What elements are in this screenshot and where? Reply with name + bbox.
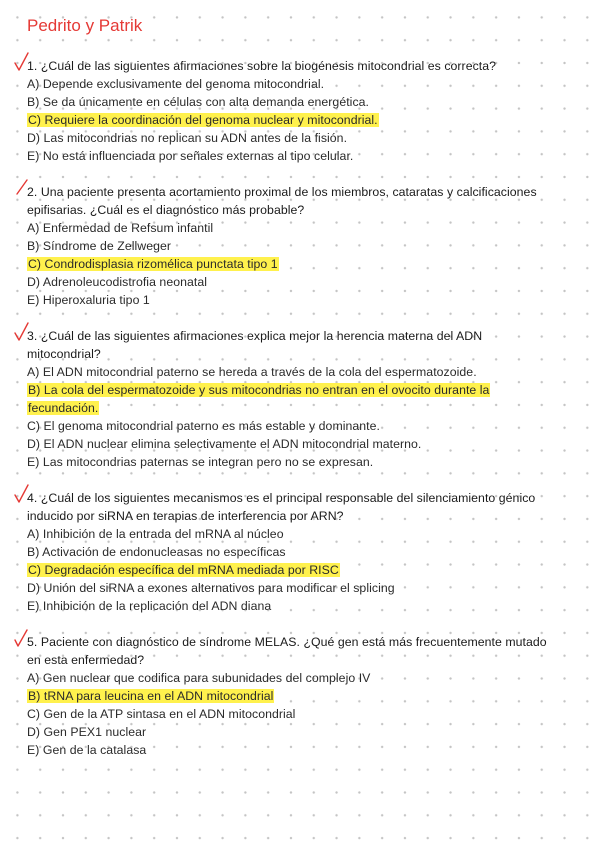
option-a[interactable]: A) Enfermedad de Refsum infantil [27, 221, 214, 235]
checkmark-icon [14, 627, 30, 649]
option-b-highlighted[interactable] [27, 687, 552, 705]
option-a[interactable]: A) Depende exclusivamente del genoma mitocondrial. [27, 77, 325, 91]
option-c-highlighted[interactable] [27, 111, 552, 129]
option-d[interactable]: D) Unión del siRNA a exones alternativos para modificar el splicing [27, 581, 395, 595]
option-b-highlighted[interactable] [27, 381, 552, 417]
question-2 [27, 183, 552, 309]
checkmark-icon [14, 177, 30, 199]
question-stem: 2. Una paciente presenta acortamiento proximal de los miembros, cataratas y calcificaciones epifisarias. ¿Cuál es el diagnóstico más probable? [27, 185, 537, 217]
option-e[interactable]: E) Las mitocondrias paternas se integran pero no se expresan. [27, 455, 374, 469]
highlight-mark: C) Degradación específica del mRNA mediada por RISC [28, 563, 339, 577]
question-stem: 4. ¿Cuál de los siguientes mecanismos es el principal responsable del silenciamiento génico inducido por siRNA en terapias de interferencia por ARN? [27, 491, 536, 523]
option-b[interactable]: B) Se da únicamente en células con alta demanda energética. [27, 95, 370, 109]
option-e[interactable]: E) Gen de la catalasa [27, 743, 147, 757]
checkmark-icon [14, 483, 30, 505]
option-d[interactable]: D) Adrenoleucodistrofia neonatal [27, 275, 208, 289]
option-e[interactable]: E) Inhibición de la replicación del ADN diana [27, 599, 272, 613]
option-d[interactable]: D) El ADN nuclear elimina selectivamente el ADN mitocondrial materno. [27, 437, 422, 451]
option-b[interactable]: B) Activación de endonucleasas no específicas [27, 545, 286, 559]
option-c[interactable]: C) El genoma mitocondrial paterno es más estable y dominante. [27, 419, 381, 433]
question-3 [27, 327, 552, 471]
options-list [27, 75, 552, 165]
highlight-mark: C) Requiere la coordinación del genoma nuclear y mitocondrial. [28, 113, 378, 127]
option-c-highlighted[interactable] [27, 255, 552, 273]
question-4 [27, 489, 552, 615]
options-list [27, 363, 552, 471]
options-list [27, 525, 552, 615]
option-d[interactable]: D) Gen PEX1 nuclear [27, 725, 147, 739]
highlight-mark: B) La cola del espermatozoide y sus mitocondrias no entran en el ovocito durante la fecundación. [28, 383, 490, 415]
checkmark-icon [14, 51, 30, 73]
option-c[interactable]: C) Gen de la ATP sintasa en el ADN mitocondrial [27, 707, 296, 721]
highlight-mark: B) tRNA para leucina en el ADN mitocondrial [28, 689, 274, 703]
question-stem: 1. ¿Cuál de las siguientes afirmaciones sobre la biogénesis mitocondrial es correcta? [27, 59, 497, 73]
option-b[interactable]: B) Síndrome de Zellweger [27, 239, 172, 253]
option-d[interactable]: D) Las mitocondrias no replican su ADN antes de la fisión. [27, 131, 348, 145]
option-a[interactable]: A) El ADN mitocondrial paterno se hereda a través de la cola del espermatozoide. [27, 365, 477, 379]
question-5 [27, 633, 552, 759]
checkmark-icon [14, 321, 30, 343]
option-a[interactable]: A) Gen nuclear que codifica para subunidades del complejo IV [27, 671, 371, 685]
page-title: Pedrito y Patrik [27, 16, 143, 35]
options-list [27, 669, 552, 759]
question-1 [27, 57, 552, 165]
option-e[interactable]: E) Hiperoxaluria tipo 1 [27, 293, 150, 307]
highlight-mark: C) Condrodisplasia rizomélica punctata tipo 1 [28, 257, 278, 271]
options-list [27, 219, 552, 309]
question-stem: 5. Paciente con diagnóstico de síndrome MELAS. ¿Qué gen está más frecuentemente mutado en esta enfermedad? [27, 635, 547, 667]
question-stem: 3. ¿Cuál de las siguientes afirmaciones explica mejor la herencia materna del ADN mitocondrial? [27, 329, 483, 361]
option-e[interactable]: E) No está influenciada por señales externas al tipo celular. [27, 149, 354, 163]
option-c-highlighted[interactable] [27, 561, 552, 579]
option-a[interactable]: A) Inhibición de la entrada del mRNA al núcleo [27, 527, 284, 541]
